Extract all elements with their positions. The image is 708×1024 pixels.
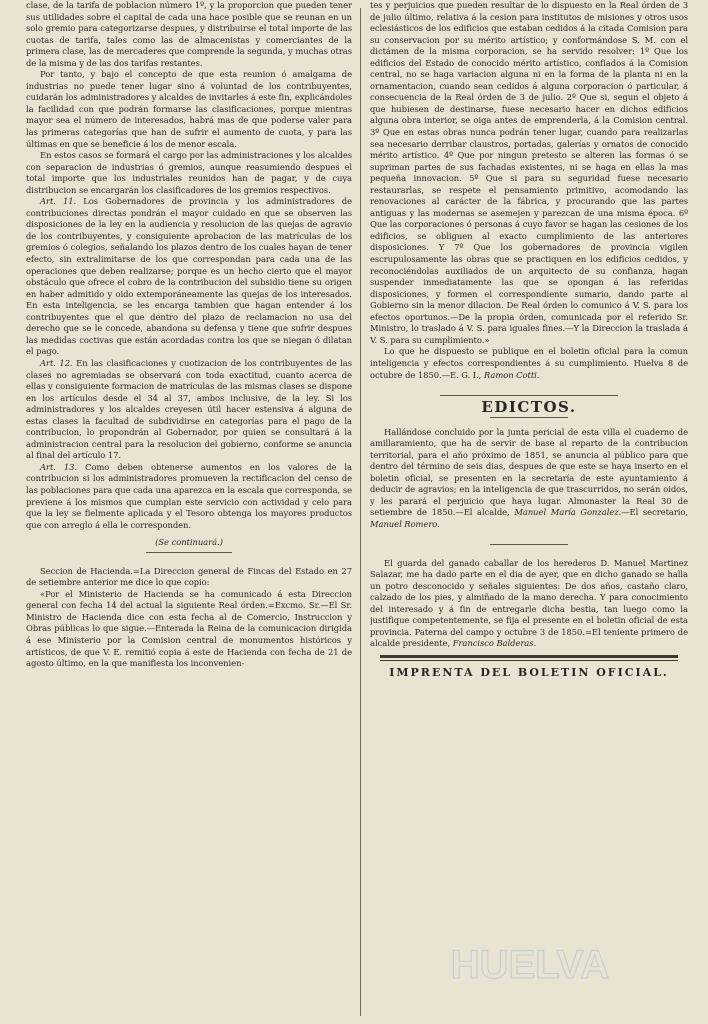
article-13-text: Como deben obtenerse aumentos en los valores de la contribucion si los administradores promueven la rectificacion del censo de las poblaciones para que cada una aparezca en la escala que corresponda, se previene á los mismos que cumplan este servicio con actividad y celo para que la ley se fielmente aplicada y el Tesoro obtenga los mayores productos que con arreglo á ella le corresponden. xyxy=(26,461,352,530)
article-12-text: En las clasificaciones y cuotizacion de los contribuyentes de las clases no agremiadas se observará con toda exactitud, cuanto acerca de ellas y consiguiente formacion de matrículas de las mismas clases se dispone en los artículos desde el 34 al 37, ambos inclusive, de la ley. Si los administradores y los alcaldes creyesen útil hacer estensiva á alguna de estas clases la facultad de subdividirse en categorías para el pago de la contribucion, lo propondrán al Gobernador, por quien se consultará á la administracion central para la resolucion del gobierno, conforme se anuncia al final del artículo 17. xyxy=(26,357,352,461)
edicto-potro xyxy=(370,558,688,650)
paragraph-amalgama: Por tanto, y bajo el concepto de que esta reunion ó amalgama de industrias no puede tener lugar sino á voluntad de los contribuyentes, cuidarán los administradores y alcaldes de invitarles á este fin, explicándoles la facilidad con que podrán formarse las clasificaciones, porque mientras mayor sea el número de interesados, habrá mas de que poderse valer para las primeras categorías que han de sufrir el aumento de cuota, y para las últimas en que se beneficie á los de menor escala. xyxy=(26,69,352,149)
continuara-note: (Se continuará.) xyxy=(155,537,223,548)
paragraph-cargo: En estos casos se formará el cargo por las administraciones y los alcaldes con separacion de industrias ó gremios, aunque reasumiendo despues el total importe que los industriales reunidos han de pagar, y de cuya distribucion se encargarán los clasificadores de los gremios respectivos. xyxy=(26,150,352,195)
left-column xyxy=(26,0,352,1024)
edicto1-text: Hallándose concluido por la junta pericial de esta villa el cuaderno de amillaramiento, que ha de servir de base al reparto de la contribucion territorial, para el año próximo de 1851, se anuncia al público para que dentro del término de seis dias, despues de que este se haya inserto en el boletin oficial, se presenten en la secretaría de este ayuntamiento á deducir de agravios; en la inteligencia de que trascurridos, no serán oidos, y les parará el perjuicio que haya lugar. Almonaster la Real 30 de setiembre de 1850.—El alcalde, xyxy=(370,426,688,518)
edicto-amillaramiento xyxy=(370,427,688,531)
edicto2-signature: Francisco Balderas. xyxy=(452,638,537,649)
article-12-label: Art. 12. xyxy=(40,357,73,368)
edicto1-alcalde: Manuel María Gonzalez. xyxy=(514,507,622,518)
imprenta-rule-thin xyxy=(380,660,678,661)
hacienda-real-orden: «Por el Ministerio de Hacienda se ha comunicado á esta Direccion general con fecha 14 del actual la siguiente Real órden.=Excmo. Sr.—El Sr. Ministro de Hacienda dice con esta fecha al de Comercio, Instruccion y Obras públicas lo que sigue.—Enterada la Reina de la comunicacion dirigida á ese Ministerio por la Comision central de monumentos históricos y artísticos, de que V. E. remitió copia á este de Hacienda con fecha de 21 de agosto último, en la que manifiesta los inconvenien- xyxy=(26,588,352,669)
publish-text: Lo que he dispuesto se publique en el boletin oficial para la comun inteligencia y efectos correspondientes á su cumplimiento. Huelva 8 de octubre de 1850.—E. G. I., xyxy=(370,346,688,380)
right-column xyxy=(370,0,688,1024)
article-11-label: Art. 11. xyxy=(40,196,77,207)
paragraph-tarifa: clase, de la tarifa de poblacion número 1º, y la proporcion que pueden tener sus utilidades sobre el capital de cada una hace posible que se reunan en un solo gremio para categorizarse despues, y distribuirse el total importe de las cuotas de tarifa, tales como las de almacenistas y comerciantes de la primera clase, las de mercaderes que comprende la segunda, y muchas otras de la misma y de las dos tarifas restantes. xyxy=(26,0,352,68)
article-11-text: Los Gobernadores de provincia y los administradores de contribuciones directas pondrán el mayor cuidado en que se observen las disposiciones de la ley en la audiencia y resolucion de las quejas de agravio de los contribuyentes, y consiguiente aprobacion de las matrículas de los gremios ó colegios, señalando los plazos dentro de los cuales hayan de tener efecto, sin extralimitarse de los que correspondan para cada una de las operaciones que deben realizarse; porque es un hecho cierto que el mayor obstáculo que ofrece el cobro de la contribucion del subsidio tiene su origen en haber admitido y oido extemporáneamente las quejas de los interesados. En esta inteligencia, se les encarga tambien que hagan entender á los contribuyentes que el que dentro del plazo de reclamacion no usa del derecho que se le concede, abandona su defensa y tiene que sufrir despues las medidas coctivas que están acordadas contra los que se niegan ó dilatan el pago. xyxy=(26,196,352,357)
real-orden-continuation: tes y perjuicios que pueden resultar de lo dispuesto en la Real órden de 3 de julio último, relativa á la cesion para institutos de misiones y otros usos eclesiásticos de los edificios que estaban cedidos á la citada Comision para su conservacion por su mérito artístico; y conformándose S. M. con el dictámen de la misma corporacion, se ha servido resolver: 1º Que los edificios del Estado de conocido mérito artístico, confiados á la Comision central, no se haga variacion alguna ni en la forma de la planta ni en la ornamentacion, cuando sean cedidos á alguna corporacion ó particular, á consecuencia de la Real órden de 3 de julio. 2º Que si, segun el objeto á que hubiesen de destinarse, fuese necesario hacer en dichos edificios alguna obra interior, se oiga antes de emprenderla, á la Comision central. 3º Que en estas obras nunca podrán tener lugar, cuando para realizarlas sea necesario derribar claustros, portadas, galerías y ornatos de conocido mérito artístico. 4º Que por ningun pretesto se alteren las formas ó se supriman partes de sus fachadas existentes, ni se haga en ellas la mas pequeña innovacion. 5º Que si para su seguridad fuese necesario restaurarlas, se respete el pensamiento primitivo, acomodando las renovaciones al carácter de la fábrica, y procurando que las partes antiguas y las modernas se asemejen y parezcan de una misma época. 6º Que las corporaciones ó personas á cuyo favor se hagan las cesiones de los edificios, se obliguen al exacto cumplimiento de las anteriores disposiciones. Y 7º Que los gobernadores de provincia vigilen escrupulosamente las obras que se practiquen en los edificios cedidos, y reconociéndolas auxiliados de un arquitecto de su confianza, hagan suspender inmediatamente las que se opongan á las referidas disposiciones, y formen el correspondiente sumario, dando parte al Gobierno sin la menor dilacion. De Real órden lo comunico á V. S. para los efectos oportunos.—De la propia órden, comunicada por el referido Sr. Ministro, lo traslado á V. S. para iguales fines.—Y la Direccion la traslada á V. S. para su cumplimiento.» xyxy=(370,0,688,345)
edicto1-secretario: Manuel Romero. xyxy=(370,518,440,529)
edicto-divider xyxy=(490,544,568,545)
imprenta-rule-thick xyxy=(380,655,678,658)
section-divider xyxy=(146,552,232,553)
article-13-label: Art. 13. xyxy=(40,461,78,472)
edictos-heading: EDICTOS. xyxy=(481,398,577,417)
article-13 xyxy=(26,462,352,531)
article-12 xyxy=(26,358,352,462)
column-divider xyxy=(360,8,361,1016)
edicto2-text: El guarda del ganado caballar de los herederos D. Manuel Martinez Salazar, me ha dado parte en el dia de ayer, que en dicho ganado se halla un potro desconocido y señales siguientes: De dos años, castaño claro, calzado de los pies, y almiñado de la mano derecha. Y para conocimiento del interesado y á fin de entregarle dicha bestia, tan luego como la justifique competentemente, se fija el presente en el boletin oficial de esta provincia. Paterna del campo y octubre 3 de 1850.=El teniente primero de alcalde presidente, xyxy=(370,557,688,649)
publish-notice xyxy=(370,346,688,381)
section-rule xyxy=(440,395,618,396)
article-11 xyxy=(26,196,352,358)
watermark-text: HUELVA xyxy=(450,943,610,987)
governor-signature: Ramon Cotti. xyxy=(483,369,540,380)
hacienda-intro: Seccion de Hacienda.=La Direccion general de Fincas del Estado en 27 de setiembre anterior me dice lo que copio: xyxy=(26,565,352,588)
imprenta-footer: IMPRENTA DEL BOLETIN OFICIAL. xyxy=(389,665,669,679)
edicto1-secretario-label: —El secretario, xyxy=(621,507,688,518)
heading-rule xyxy=(490,417,568,418)
